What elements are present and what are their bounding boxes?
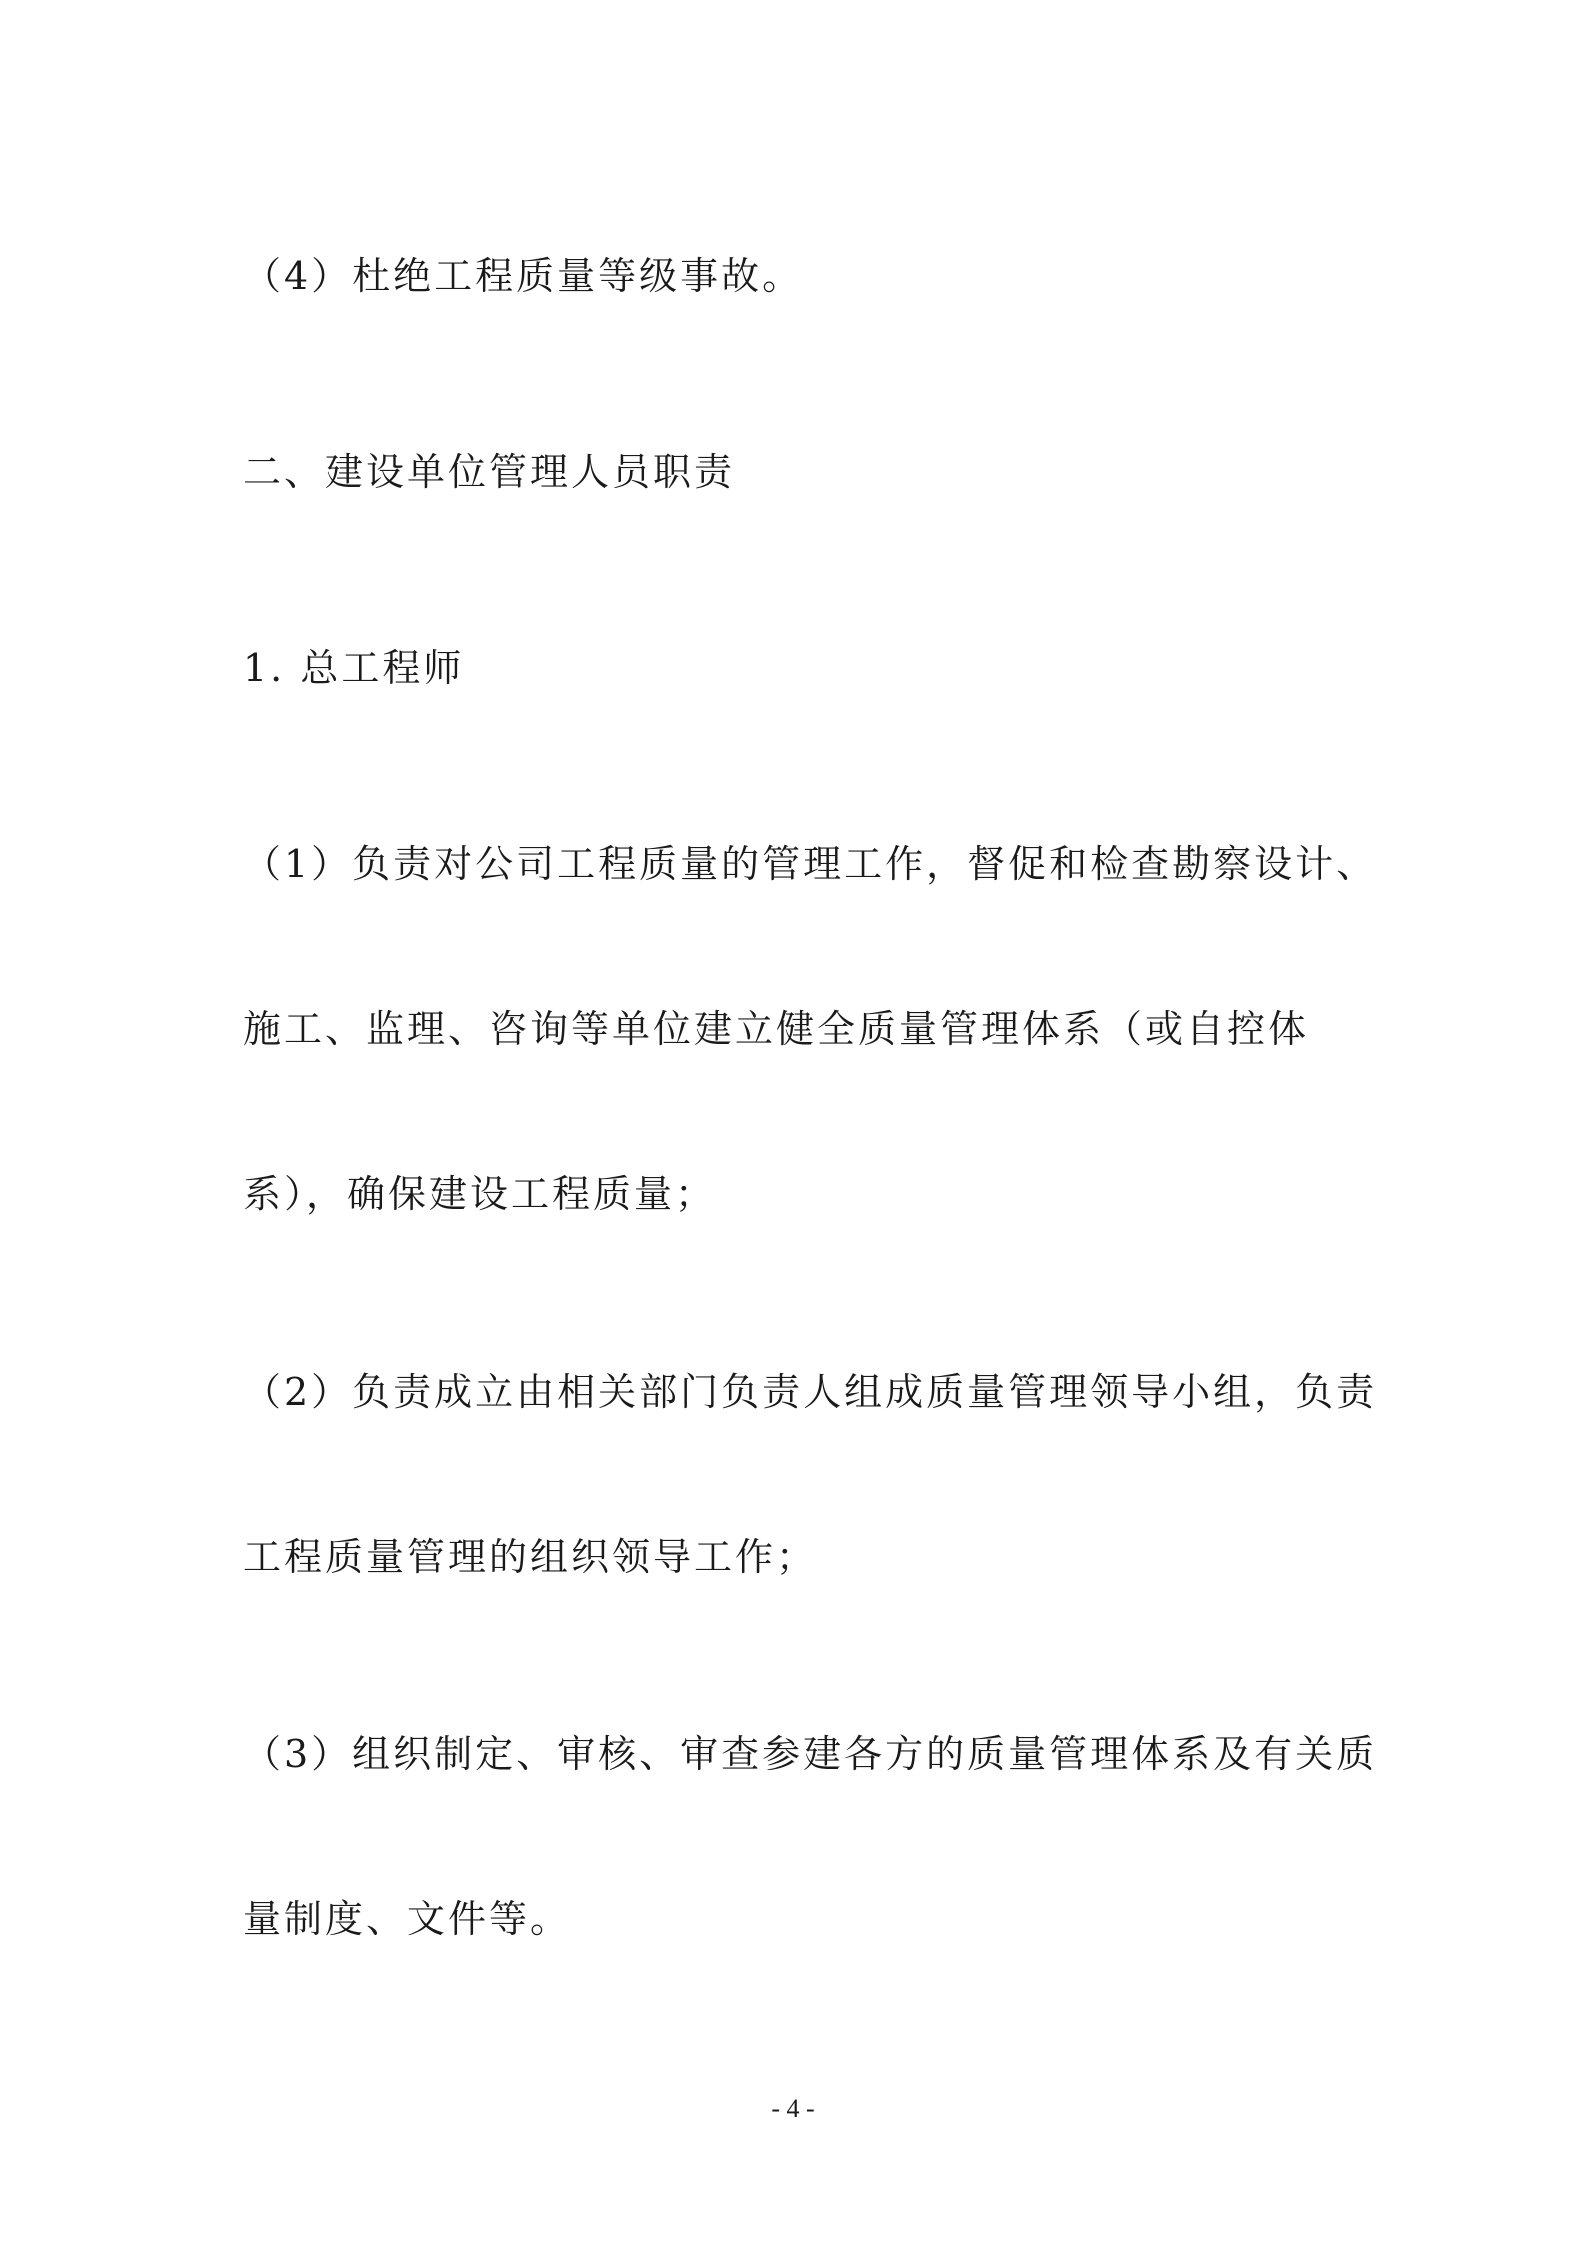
- list-item-goal-4: （4）杜绝工程质量等级事故。: [243, 254, 804, 298]
- paragraph-duty-3-line-1: （3）组织制定、审核、审查参建各方的质量管理体系及有关质: [243, 1732, 1378, 1776]
- paragraph-duty-1-line-1: （1）负责对公司工程质量的管理工作，督促和检查勘察设计、: [243, 842, 1378, 886]
- paragraph-duty-1-line-2: 施工、监理、咨询等单位建立健全质量管理体系（或自控体: [243, 1007, 1310, 1051]
- paragraph-duty-2-line-1: （2）负责成立由相关部门负责人组成质量管理领导小组，负责: [243, 1370, 1378, 1414]
- paragraph-duty-1-line-3: 系），确保建设工程质量；: [243, 1172, 717, 1216]
- paragraph-duty-2-line-2: 工程质量管理的组织领导工作；: [243, 1535, 818, 1579]
- page-number: - 4 -: [771, 2094, 815, 2123]
- paragraph-duty-3-line-2: 量制度、文件等。: [243, 1897, 572, 1941]
- subsection-heading-chief-engineer: 1. 总工程师: [243, 646, 465, 690]
- section-heading: 二、建设单位管理人员职责: [243, 450, 736, 494]
